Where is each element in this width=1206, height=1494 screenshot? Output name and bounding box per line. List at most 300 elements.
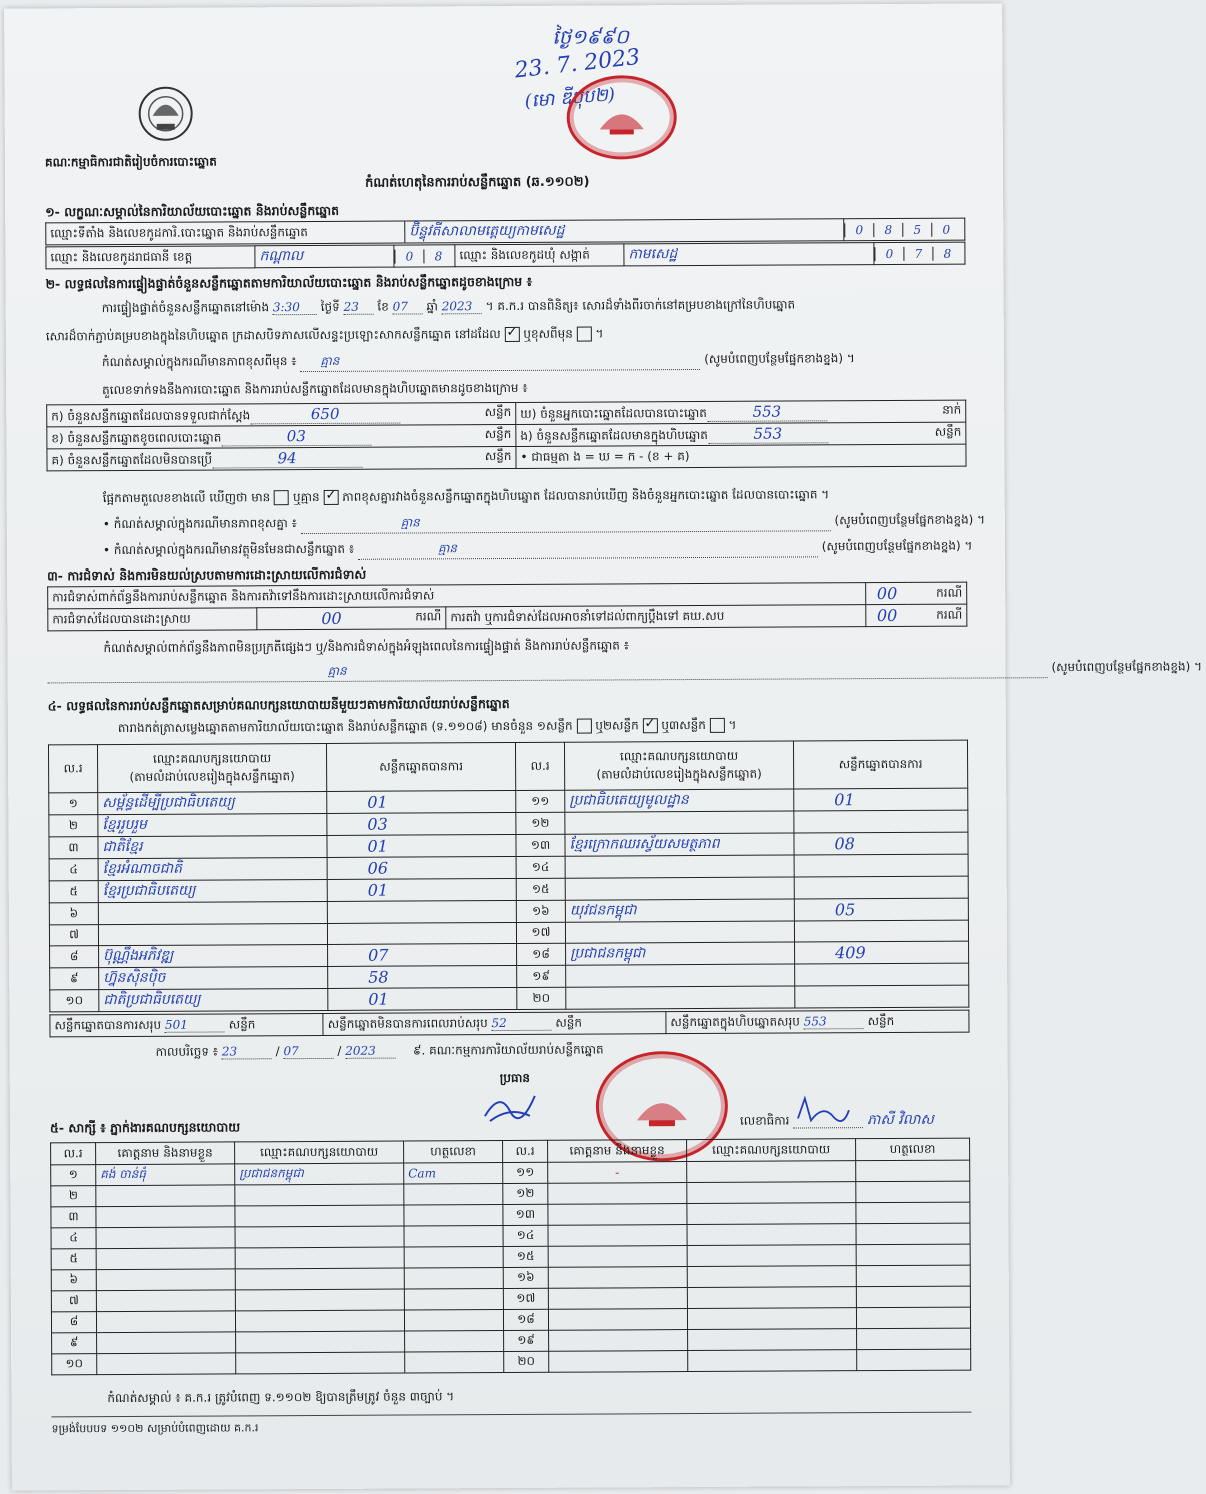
witness-name bbox=[548, 1246, 687, 1268]
witness-party bbox=[235, 1289, 404, 1311]
party-votes: 07 bbox=[328, 943, 517, 966]
witness-party bbox=[687, 1287, 856, 1309]
commune-code bbox=[874, 242, 965, 264]
text: សន្លឹក bbox=[555, 1015, 583, 1030]
count-left-label: ក) ចំនួនសន្លឹកឆ្នោតដែលបានទទួលជាក់ស្តែង bbox=[51, 407, 251, 423]
party-votes: 01 bbox=[327, 878, 516, 901]
verification-line1 bbox=[102, 296, 972, 319]
text: សន្លឹកឆ្នោតបានការសរុប bbox=[54, 1017, 162, 1032]
objection-label: ការជំទាស់ពាក់ព័ន្ធនឹងការរាប់សន្លឹកឆ្នោត និងការតវ៉ាទៅនឹងការដោះស្រាយលើការជំទាស់ bbox=[48, 583, 866, 609]
witness-name bbox=[548, 1183, 687, 1205]
col-no: ល.រ bbox=[48, 745, 97, 793]
witness-name bbox=[548, 1309, 687, 1331]
witness-name bbox=[96, 1206, 235, 1228]
text: លេខាធិការ bbox=[739, 1113, 790, 1128]
row-no: ៨ bbox=[51, 1312, 96, 1333]
count-left-label: ខ) ចំនួនសន្លឹកឆ្នោតខូចពេលបោះឆ្នោត bbox=[51, 429, 222, 445]
party-name: ហ្វ៊ុនស៊ិនប៉ិច bbox=[99, 966, 328, 989]
witness-name bbox=[96, 1227, 235, 1249]
count-right-label: ឃ) ចំនួនអ្នកបោះឆ្នោតដែលបានបោះឆ្នោត bbox=[520, 405, 707, 421]
code-digit: 0 bbox=[394, 249, 423, 263]
witness-party bbox=[687, 1266, 856, 1288]
handwritten-receipt-line3: (មោ ឌីបុប២) bbox=[523, 84, 616, 113]
party-name: ជាតិខ្មែរ bbox=[98, 835, 327, 858]
total-valid-value: 501 bbox=[165, 1017, 225, 1032]
text: សន្លឹកឆ្នោតមិនបានការពេលរាប់សរុប bbox=[327, 1015, 488, 1031]
footnote: កំណត់សម្គាល់ ៖ គ.ក.រ ត្រូវបំពេញ ទ.១១០២ ឱ្យបានត្រឹមត្រូវ ចំនួន ៣ច្បាប់ ។ bbox=[107, 1389, 455, 1406]
party-votes: 01 bbox=[327, 834, 516, 857]
witness-signature bbox=[404, 1310, 503, 1332]
count-right-value: 553 bbox=[708, 424, 828, 444]
witness-signature bbox=[856, 1160, 970, 1182]
text: ៩. គណៈកម្មការការិយាល័យរាប់សន្លឹកឆ្នោត bbox=[412, 1042, 604, 1058]
row-no: ១៦ bbox=[503, 1267, 548, 1288]
party-name: ជាតិប្រជាធិបតេយ្យ bbox=[99, 988, 328, 1011]
witness-name bbox=[548, 1204, 687, 1226]
witness-signature bbox=[404, 1289, 503, 1311]
witness-party bbox=[688, 1329, 857, 1351]
party-votes bbox=[327, 900, 516, 923]
row-no: ២ bbox=[49, 815, 98, 837]
president-signature bbox=[480, 1086, 540, 1129]
text: ផ្អែកតាមតួលេខខាងលើ ឃើញថា មាន bbox=[102, 490, 271, 506]
party-name: ខ្មែរក្រោកឈរស្វ័យសមត្ថភាព bbox=[565, 833, 794, 856]
party-votes: 01 bbox=[328, 987, 517, 1010]
witness-name bbox=[549, 1351, 688, 1373]
location-label: ឈ្មោះទីតាំង និងលេខកូដការិ.បោះឆ្នោត និងរាប់សន្លឹកឆ្នោត bbox=[46, 221, 405, 245]
col-no: ល.រ bbox=[503, 1140, 548, 1162]
section1-table-row2 bbox=[45, 242, 965, 270]
date-month: 07 bbox=[283, 1044, 333, 1059]
section1-table bbox=[45, 218, 965, 246]
row-no: ៦ bbox=[51, 1270, 96, 1291]
party-votes: 409 bbox=[795, 941, 969, 964]
row-no: ៤ bbox=[51, 1228, 96, 1249]
secretary-line bbox=[740, 1096, 934, 1132]
witness-party: ប្រជាជនកម្ពុជា bbox=[235, 1163, 404, 1185]
witness-signature bbox=[404, 1205, 503, 1227]
col-sign: ហត្ថលេខា bbox=[404, 1141, 503, 1164]
appeal-label: ការតវ៉ា ឬការជំទាស់ដែលអាចនាំទៅដល់ពាក្យប្តឹងទៅ គឃ.សប bbox=[446, 605, 866, 629]
row-no: ៦ bbox=[49, 903, 98, 925]
witness-row bbox=[52, 1349, 971, 1375]
party-name bbox=[98, 923, 327, 945]
text: ឬ៣សន្លឹក bbox=[661, 717, 706, 733]
text: កាលបរិច្ឆេទ ៖ bbox=[155, 1044, 219, 1059]
irregularity-note-label: កំណត់សម្គាល់ពាក់ព័ន្ធនឹងភាពមិនប្រក្រតីផ្សេងៗ ឬ/និងការជំទាស់ក្នុងអំឡុងពេលនៃការផ្ទៀងផ្ទាត់ និងការរាប់សន្លឹកឆ្នោត ៖ bbox=[103, 638, 630, 656]
difference-note-line bbox=[102, 350, 972, 374]
row-no: ៩ bbox=[52, 1333, 97, 1354]
text: ឬ២សន្លឹក bbox=[595, 718, 639, 733]
row-no: ១៧ bbox=[516, 922, 565, 943]
count-right-value bbox=[690, 459, 810, 460]
difference-note-value: គ្មាន bbox=[300, 351, 700, 372]
witness-party bbox=[235, 1205, 404, 1227]
bullet1-value: គ្មាន bbox=[301, 512, 831, 534]
verify-year: 2023 bbox=[442, 299, 482, 314]
witness-name bbox=[548, 1288, 687, 1310]
red-stamp-top bbox=[566, 75, 676, 160]
row-no: ១៦ bbox=[516, 900, 565, 922]
count-right-cell bbox=[516, 444, 966, 468]
party-name bbox=[565, 921, 794, 943]
text: (សូមបំពេញបន្ថែមផ្នែកខាងខ្នង) ។ bbox=[1051, 659, 1203, 675]
witness-party bbox=[688, 1350, 857, 1372]
total-valid-cell bbox=[50, 1013, 323, 1036]
commune-label: ឈ្មោះ និងលេខកូដឃុំ សង្កាត់ bbox=[455, 244, 624, 267]
col-name: គោត្តនាម និងនាមខ្លួន bbox=[96, 1142, 235, 1165]
party-votes bbox=[795, 963, 969, 986]
col-votes: សន្លឹកឆ្នោតបានការ bbox=[793, 740, 967, 789]
text: ការផ្ទៀងផ្ទាត់ចំនួនសន្លឹកឆ្នោតនៅម៉ោង bbox=[101, 300, 270, 316]
count-left-unit: សន្លឹក bbox=[484, 448, 512, 463]
row-no: ៧ bbox=[49, 925, 98, 946]
witness-party bbox=[687, 1182, 856, 1204]
count-right-unit: នាក់ bbox=[942, 402, 962, 417]
province-label: ឈ្មោះ និងលេខកូដរាជធានី ខេត្ត bbox=[46, 246, 255, 269]
objection-value: 00 bbox=[865, 582, 908, 604]
code-digit: 7 bbox=[903, 246, 932, 260]
counts-intro: តួលេខទាក់ទងនឹងការបោះឆ្នោត និងការរាប់សន្លឹកឆ្នោតដែលមានក្នុងហិបឆ្នោតមានដូចខាងក្រោម ៖ bbox=[102, 380, 528, 398]
col-votes: សន្លឹកឆ្នោតបានការ bbox=[326, 742, 515, 791]
count-right-value: 553 bbox=[707, 402, 827, 422]
row-no: ១៩ bbox=[517, 965, 566, 987]
col-no: ល.រ bbox=[51, 1143, 96, 1165]
party-name: ប៊ុណ្ណឹងអភិវឌ្ឍ bbox=[99, 944, 328, 967]
col-party bbox=[97, 743, 326, 792]
witness-name bbox=[97, 1353, 236, 1375]
party-name bbox=[98, 901, 327, 924]
verify-time: 3:30 bbox=[273, 300, 317, 315]
text: សន្លឹកឆ្នោតក្នុងហិបឆ្នោតសរុប bbox=[670, 1013, 800, 1029]
witness-signature bbox=[404, 1247, 503, 1269]
witness-party bbox=[236, 1352, 405, 1374]
unit: ករណី bbox=[908, 582, 967, 604]
witness-party bbox=[687, 1245, 856, 1267]
no-difference-checkbox[interactable] bbox=[323, 490, 338, 505]
text: ។ គ.ក.រ បានពិនិត្យ៖ សោរដ៏ទាំងពីរចាក់នៅគម្របខាងក្រៅនៃហិបឆ្នោត bbox=[485, 297, 796, 314]
party-name bbox=[565, 855, 794, 878]
party-votes: 01 bbox=[327, 790, 516, 813]
row-no: ២០ bbox=[517, 987, 566, 1009]
party-name: ប្រជាធិបតេយ្យមូលដ្ឋាន bbox=[565, 789, 794, 812]
verify-day: 23 bbox=[344, 300, 374, 315]
party-name bbox=[566, 964, 795, 987]
witness-signature bbox=[404, 1184, 503, 1206]
witness-name bbox=[96, 1269, 235, 1291]
code-digit: 5 bbox=[902, 222, 931, 236]
party-votes bbox=[794, 810, 968, 833]
party-results-table bbox=[48, 740, 969, 1013]
witness-party bbox=[687, 1308, 856, 1330]
section5-title: ៥- សាក្សី ៖ ភ្នាក់ងារគណបក្សនយោបាយ bbox=[49, 1119, 241, 1136]
party-votes bbox=[327, 922, 516, 944]
witness-signature bbox=[856, 1202, 970, 1224]
witness-signature bbox=[856, 1244, 970, 1266]
witness-signature bbox=[856, 1286, 970, 1308]
party-name: ខ្មែររួបរួម bbox=[98, 813, 327, 836]
secretary-name: ភាសី វិលាស bbox=[867, 1111, 934, 1129]
party-votes: 05 bbox=[794, 898, 968, 921]
row-no: ១០ bbox=[50, 990, 99, 1012]
witness-name: - bbox=[548, 1162, 687, 1184]
witness-party bbox=[235, 1184, 404, 1206]
witness-name bbox=[548, 1225, 687, 1247]
row-no: ១ bbox=[51, 1165, 96, 1186]
org-name: គណៈកម្មាធិការជាតិរៀបចំការបោះឆ្នោត bbox=[44, 154, 217, 170]
party-name: ខ្មែរអំណាចជាតិ bbox=[98, 857, 327, 880]
code-digit: 8 bbox=[932, 246, 961, 260]
commune-value: កាមសេដ្ឋ bbox=[624, 243, 874, 266]
resolved-value-cell bbox=[257, 607, 446, 630]
totals-table bbox=[49, 1010, 969, 1038]
unchanged-checkbox[interactable] bbox=[505, 327, 520, 342]
total-invalid-cell bbox=[323, 1012, 666, 1036]
count-right-label: ង) ចំនួនសន្លឹកឆ្នោតដែលមានក្នុងហិបឆ្នោត bbox=[520, 427, 708, 443]
row-no: ៩ bbox=[50, 968, 99, 990]
three-sheet-checkbox[interactable] bbox=[710, 718, 725, 733]
total-box-value: 553 bbox=[804, 1014, 864, 1029]
witness-signature bbox=[405, 1331, 504, 1353]
form-title: កំណត់ហេតុនៃការរាប់សន្លឹកឆ្នោត (ឆ.១១០២) bbox=[365, 174, 590, 191]
row-no: ៨ bbox=[50, 946, 99, 968]
resolved-value: 00 bbox=[321, 608, 342, 628]
witness-signature bbox=[857, 1328, 971, 1350]
code-digit: 0 bbox=[874, 246, 903, 260]
two-sheet-checkbox[interactable] bbox=[642, 718, 657, 733]
ballot-counts-table bbox=[46, 400, 966, 472]
witness-party bbox=[235, 1268, 404, 1290]
party-votes: 03 bbox=[327, 812, 516, 835]
row-no: ៧ bbox=[51, 1291, 96, 1312]
witness-signature bbox=[405, 1352, 504, 1374]
date-year: 2023 bbox=[345, 1044, 395, 1059]
province-value: កណ្ដាល bbox=[255, 245, 394, 268]
count-left-value: 94 bbox=[212, 448, 362, 468]
code-digit: 0 bbox=[844, 223, 873, 237]
witness-name bbox=[97, 1332, 236, 1354]
col-party bbox=[564, 741, 793, 790]
code-digit: 0 bbox=[931, 222, 960, 236]
text: ឈ្មោះគណបក្សនយោបាយ bbox=[152, 750, 272, 766]
bullet1-line bbox=[103, 511, 985, 535]
code-digit: 8 bbox=[873, 222, 902, 236]
party-votes: 06 bbox=[327, 856, 516, 879]
row-no: ៣ bbox=[49, 837, 98, 859]
text: (តាមលំដាប់លេខរៀងក្នុងសន្លឹកឆ្នោត) bbox=[596, 766, 762, 782]
row-no: ១៩ bbox=[504, 1330, 549, 1351]
count-left-unit: សន្លឹក bbox=[484, 426, 512, 441]
witness-party bbox=[235, 1310, 404, 1332]
province-code bbox=[394, 245, 455, 267]
row-no: ៤ bbox=[49, 859, 98, 881]
date-day: 23 bbox=[222, 1044, 272, 1059]
count-left-unit: សន្លឹក bbox=[484, 404, 512, 419]
row-no: ១៧ bbox=[503, 1288, 548, 1309]
total-box-cell bbox=[666, 1010, 969, 1034]
unit: ករណី bbox=[908, 604, 967, 626]
count-right-cell bbox=[516, 422, 966, 446]
row-no: ១៣ bbox=[516, 834, 565, 856]
witness-name bbox=[96, 1290, 235, 1312]
witness-party bbox=[236, 1331, 405, 1353]
count-left-label: គ) ចំនួនសន្លឹកឆ្នោតដែលមិនបានប្រើ bbox=[51, 452, 213, 467]
col-no: ល.រ bbox=[515, 742, 564, 790]
witness-table bbox=[50, 1138, 971, 1376]
text: ឈ្មោះគណបក្សនយោបាយ bbox=[619, 748, 739, 763]
party-name: សម្ព័ន្ធដើម្បីប្រជាធិបតេយ្យ bbox=[98, 791, 327, 814]
count-left-cell bbox=[47, 424, 516, 448]
party-votes: 01 bbox=[794, 788, 968, 811]
witness-name bbox=[96, 1185, 235, 1207]
witness-party bbox=[235, 1226, 404, 1248]
footer-divider bbox=[51, 1412, 971, 1418]
col-party: ឈ្មោះគណបក្សនយោបាយ bbox=[687, 1139, 856, 1162]
has-difference-checkbox[interactable] bbox=[274, 490, 289, 505]
col-name: គោត្តនាម និងនាមខ្លួន bbox=[548, 1140, 687, 1163]
row-no: ៥ bbox=[51, 1249, 96, 1270]
nec-emblem bbox=[133, 84, 199, 146]
section1-title: ១- លក្ខណៈសម្គាល់នៃការិយាល័យបោះឆ្នោត និងរាប់សន្លឹកឆ្នោត bbox=[45, 202, 340, 220]
party-name: យុវជនកម្ពុជា bbox=[565, 899, 794, 922]
form-sheet bbox=[4, 3, 1203, 1490]
witness-name: គង់ ចាន់ធុំ bbox=[96, 1164, 235, 1186]
secretary-signature bbox=[793, 1096, 863, 1128]
party-votes bbox=[794, 876, 968, 899]
one-sheet-checkbox[interactable] bbox=[576, 719, 591, 734]
irregularity-note-value: គ្មាន bbox=[48, 659, 1048, 683]
row-no: ១៨ bbox=[503, 1309, 548, 1330]
text: ភាពខុសគ្នារវាងចំនួនសន្លឹកឆ្នោតក្នុងហិបឆ្នោត ដែលបានរាប់ឃើញ និងចំនួនអ្នកបោះឆ្នោត ដែលបានបោះឆ្នោត ។ bbox=[342, 487, 830, 504]
text: សោរដ៏ចាក់ភ្ជាប់គម្របខាងក្នុងនៃហិបឆ្នោត ក្រដាសបិទភាសលើសន្ទះប្រឡោះសាកសន្លឹកឆ្នោត នៅដដែល bbox=[45, 327, 501, 344]
text: សន្លឹក bbox=[228, 1016, 256, 1031]
text: (សូមបំពេញបន្ថែមផ្នែកខាងខ្នង) ។ bbox=[704, 351, 855, 366]
total-invalid-value: 52 bbox=[491, 1015, 551, 1030]
verification-line2: សោរដ៏ចាក់ភ្ជាប់គម្របខាងក្នុងនៃហិបឆ្នោត ក្រដាសបិទភាសលើសន្ទះប្រឡោះសាកសន្លឹកឆ្នោត នៅដដែល ✓ ឬខុសពីមុន ។ bbox=[46, 325, 604, 346]
row-no: ១៥ bbox=[503, 1246, 548, 1267]
text: តារាងកត់ត្រាសម្លេងឆ្នោតតាមការិយាល័យបោះឆ្នោត និងរាប់សន្លឹកឆ្នោត (ទ.១១០៨) មានចំនួន ១សន្លឹក bbox=[117, 718, 573, 736]
witness-name bbox=[96, 1248, 235, 1270]
witness-party bbox=[687, 1203, 856, 1225]
party-name bbox=[565, 811, 794, 834]
count-left-value: 03 bbox=[221, 426, 371, 446]
text: សន្លឹក bbox=[867, 1013, 895, 1028]
bullet2-value: គ្មាន bbox=[358, 538, 818, 559]
count-left-cell bbox=[47, 446, 516, 470]
text: (សូមបំពេញបន្ថែមផ្នែកខាងខ្នង) ។ bbox=[834, 512, 986, 528]
col-sign: ហត្ថលេខា bbox=[856, 1138, 970, 1161]
witness-signature bbox=[856, 1223, 970, 1245]
row-no: ១ bbox=[49, 793, 98, 815]
text: • កំណត់សម្គាល់ក្នុងករណីមានវត្ថុមិនមែនជាសន្លឹកឆ្នោត ៖ bbox=[102, 541, 355, 558]
row-no: ៥ bbox=[49, 881, 98, 903]
witness-signature bbox=[856, 1265, 970, 1287]
count-row bbox=[47, 444, 966, 471]
row-no: ១០ bbox=[52, 1354, 97, 1375]
resolved-label: ការជំទាស់ដែលបានដោះស្រាយ bbox=[48, 608, 257, 631]
witness-signature: Cam bbox=[404, 1163, 503, 1185]
witness-signature bbox=[857, 1349, 971, 1371]
section4-title: ៤- លទ្ធផលនៃការរាប់សន្លឹកឆ្នោតសម្រាប់គណបក្សនយោបាយនីមួយៗតាមការិយាល័យរាប់សន្លឹកឆ្នោត bbox=[47, 695, 510, 714]
tally-intro: តារាងកត់ត្រាសម្លេងឆ្នោតតាមការិយាល័យបោះឆ្នោត និងរាប់សន្លឹកឆ្នោត (ទ.១១០៨) មានចំនួន ១សន្លឹក ឬ២សន្លឹក ✓ ឬ៣សន្លឹក ។ bbox=[118, 717, 737, 738]
witness-signature bbox=[856, 1307, 970, 1329]
verify-month: 07 bbox=[393, 299, 423, 314]
row-no: ១១ bbox=[516, 790, 565, 812]
witness-name bbox=[549, 1330, 688, 1352]
row-no: ៣ bbox=[51, 1207, 96, 1228]
count-left-value: 650 bbox=[250, 404, 400, 424]
witness-name bbox=[548, 1267, 687, 1289]
president-label: ប្រធាន bbox=[499, 1070, 531, 1086]
col-party: ឈ្មោះគណបក្សនយោបាយ bbox=[235, 1141, 404, 1164]
location-value: ប៊ិន្ទុវតីសាលាមត្តេយ្យកាមសេដ្ឋ bbox=[405, 219, 844, 243]
party-votes bbox=[795, 985, 969, 1008]
count-right-label: • ជាធម្មតា ង = ឃ = ក - (ខ + គ) bbox=[520, 448, 690, 464]
party-row bbox=[50, 985, 969, 1012]
text: កំណត់សម្គាល់ក្នុងករណីមានភាពខុសពីមុន ៖ bbox=[101, 354, 297, 370]
unit: ករណី bbox=[415, 609, 442, 624]
witness-signature bbox=[404, 1226, 503, 1248]
row-no: ១៤ bbox=[503, 1225, 548, 1246]
party-votes bbox=[794, 920, 968, 942]
witness-signature bbox=[856, 1181, 970, 1203]
location-code bbox=[844, 218, 965, 241]
row-no: ២ bbox=[51, 1186, 96, 1207]
changed-checkbox[interactable] bbox=[577, 327, 592, 342]
row-no: ១៨ bbox=[517, 943, 566, 965]
party-name: ខ្មែរប្រជាធិបតេយ្យ bbox=[98, 879, 327, 902]
text: ឬគ្មាន bbox=[292, 489, 320, 505]
row-no: ១៥ bbox=[516, 878, 565, 900]
code-digit: 8 bbox=[423, 249, 452, 263]
party-votes: 58 bbox=[328, 965, 517, 988]
section2-title: ២- លទ្ធផលនៃការផ្ទៀងផ្ទាត់ចំនួនសន្លឹកឆ្នោតតាមការិយាល័យបោះឆ្នោត និងរាប់សន្លឹកឆ្នោតដូចខាងក្រោម ៖ bbox=[45, 273, 533, 292]
party-name bbox=[565, 877, 794, 900]
witness-party bbox=[687, 1161, 856, 1183]
text: ថ្ងៃទី bbox=[320, 299, 340, 314]
party-name bbox=[566, 986, 795, 1009]
section3-title: ៣- ការជំទាស់ និងការមិនយល់ស្របតាមការដោះស្រាយលើការជំទាស់ bbox=[47, 566, 367, 584]
party-name: ប្រជាជនកម្ពុជា bbox=[566, 942, 795, 965]
witness-party bbox=[687, 1224, 856, 1246]
compare-line bbox=[103, 486, 830, 508]
row-no: ១២ bbox=[516, 812, 565, 834]
bullet2-line bbox=[103, 538, 972, 562]
witness-party bbox=[235, 1247, 404, 1269]
party-votes: 08 bbox=[794, 832, 968, 855]
row-no: ១២ bbox=[503, 1183, 548, 1204]
form-footer: ទម្រង់បែបបទ ១១០២ សម្រាប់បំពេញដោយ គ.ក.រ bbox=[51, 1421, 259, 1436]
count-right-cell bbox=[516, 400, 966, 424]
appeal-value: 00 bbox=[865, 604, 908, 626]
witness-name bbox=[96, 1311, 235, 1333]
text: (សូមបំពេញបន្ថែមផ្នែកខាងខ្នង) ។ bbox=[821, 538, 973, 554]
objections-table bbox=[47, 582, 967, 632]
text: • កំណត់សម្គាល់ក្នុងករណីមានភាពខុសគ្នា ៖ bbox=[102, 516, 297, 532]
text: ឆ្នាំ bbox=[426, 299, 438, 314]
irregularity-note-line bbox=[48, 659, 1203, 684]
row-no: ១៤ bbox=[516, 856, 565, 878]
count-right-unit: សន្លឹក bbox=[934, 424, 962, 439]
witness-signature bbox=[404, 1268, 503, 1290]
party-votes bbox=[794, 854, 968, 877]
handwritten-receipt-date: 23. 7. 2023 bbox=[513, 44, 642, 84]
row-no: ១៣ bbox=[503, 1204, 548, 1225]
date-line: កាលបរិច្ឆេទ ៖ 23 / 07 / 2023 ៩. គណៈកម្មការការិយាល័យរាប់សន្លឹកឆ្នោត bbox=[155, 1042, 604, 1059]
text: (តាមលំដាប់លេខរៀងក្នុងសន្លឹកឆ្នោត) bbox=[129, 768, 295, 784]
count-left-cell bbox=[47, 402, 516, 426]
row-no: ២០ bbox=[504, 1351, 549, 1372]
